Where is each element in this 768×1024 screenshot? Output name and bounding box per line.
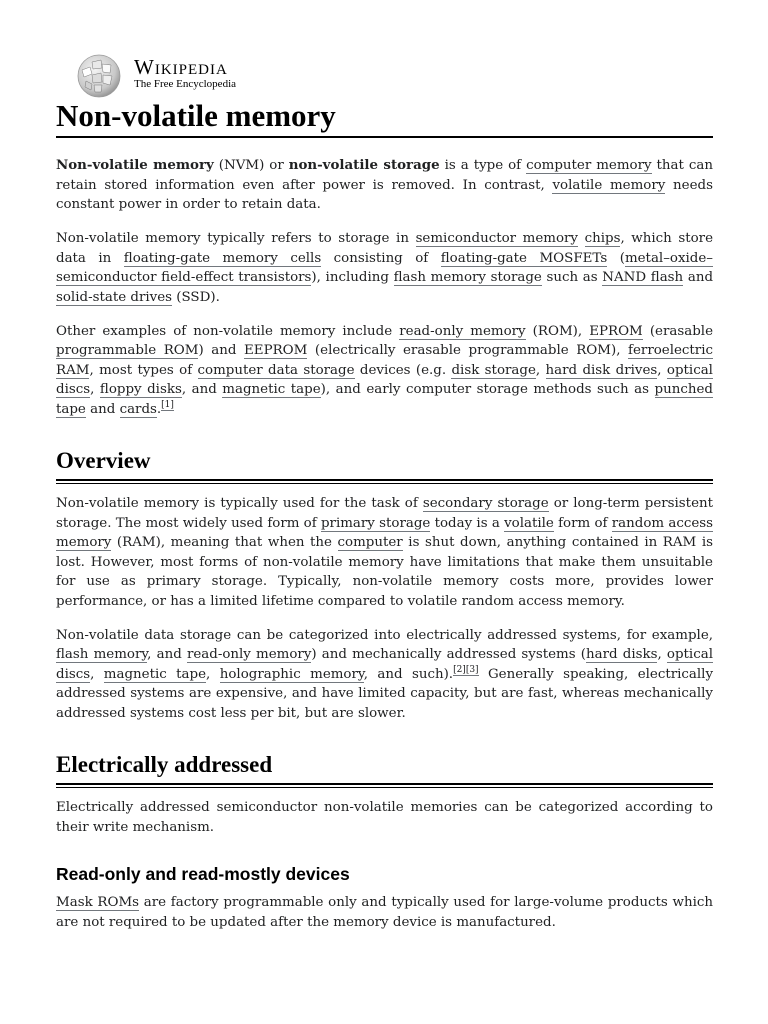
link-magnetic-tape[interactable]: magnetic tape <box>222 382 321 397</box>
link-primary-storage[interactable]: primary storage <box>320 515 431 531</box>
link-read-only-memory[interactable]: read-only memory <box>399 323 526 339</box>
text: (SSD). <box>172 289 220 305</box>
link-solid-state-drives[interactable]: solid-state drives <box>56 289 173 305</box>
text: , <box>90 382 100 397</box>
text: is shut down, anything contained in RAM is lost. However, most forms of non-volatile memory have limitations that make them unsuitable for use as primary storage. Typically, non-volatile memory costs more, provides lower performance, or has a limited lifetime compared to volatile random access memory. <box>56 535 713 609</box>
text: Electrically addressed semiconductor non-volatile memories can be categorized according to their write mechanism. <box>56 800 713 835</box>
text: , <box>657 647 667 662</box>
subsection-title-read-only: Read-only and read-mostly devices <box>56 864 350 884</box>
section-heading-overview <box>56 447 713 484</box>
link-cards[interactable]: cards <box>119 401 157 417</box>
wordmark[interactable] <box>134 55 236 91</box>
text: or long-term persistent storage. The most widely used form of <box>56 496 713 531</box>
text: are factory programmable only and typically used for large-volume products which are not required to be updated after the memory device is manufactured. <box>56 895 714 930</box>
link-flash-memory[interactable]: flash memory <box>56 647 148 662</box>
text: , <box>657 362 667 378</box>
link-floating-gate-memory-cells[interactable]: floating-gate memory cells <box>123 250 322 266</box>
link-nand-flash[interactable]: NAND flash <box>602 270 684 285</box>
link-read-only-memory[interactable]: read-only memory <box>186 647 312 662</box>
text: (RAM), meaning that when the <box>111 535 338 550</box>
text: (NVM) or <box>213 158 289 173</box>
text: Non-volatile memory typically refers to storage in <box>56 231 416 246</box>
link-holographic-memory[interactable]: holographic memory <box>219 666 364 682</box>
link-optical-discs[interactable]: optical discs <box>56 362 713 397</box>
link-magnetic-tape[interactable]: magnetic tape <box>103 666 207 682</box>
text: (ROM), <box>525 323 590 339</box>
text: Other examples of non-volatile memory include <box>56 323 400 339</box>
text: , and <box>181 382 223 397</box>
link-semiconductor-memory[interactable]: semiconductor memory <box>415 231 578 246</box>
link-volatile-memory[interactable]: volatile memory <box>552 177 666 193</box>
text: and <box>85 401 120 417</box>
text: , <box>206 666 220 682</box>
overview-paragraph-2 <box>56 626 713 724</box>
link-hard-disks[interactable]: hard disks <box>586 647 658 662</box>
link-eeprom[interactable]: EEPROM <box>244 343 308 358</box>
text: ) and mechanically addressed systems ( <box>311 647 587 662</box>
link-flash-memory-storage[interactable]: flash memory storage <box>393 270 542 285</box>
link-hard-disk-drives[interactable]: hard disk drives <box>545 362 658 378</box>
text: devices (e.g. <box>354 362 452 378</box>
link-random-access-memory[interactable]: random access memory <box>56 515 713 550</box>
section-heading-electrically-addressed <box>56 751 713 788</box>
link-mosfet[interactable]: metal–oxide–semiconductor field-effect transistors <box>56 250 713 285</box>
text: , <box>535 362 546 378</box>
link-volatile[interactable]: volatile <box>504 515 554 531</box>
text: such as <box>541 270 603 285</box>
link-punched-tape[interactable]: punched tape <box>56 382 713 417</box>
text: , which store data in <box>56 231 714 266</box>
link-computer-data-storage[interactable]: computer data storage <box>197 362 355 378</box>
text: , and <box>147 647 187 662</box>
text: , and such). <box>363 666 454 682</box>
read-only-paragraph <box>56 893 713 932</box>
citation <box>161 400 174 411</box>
text: needs constant power in order to retain data. <box>56 177 713 212</box>
text: consisting of <box>321 250 441 266</box>
term-bold: Non-volatile memory <box>56 157 214 173</box>
electrically-addressed-paragraph <box>56 798 713 837</box>
link-computer-memory[interactable]: computer memory <box>526 158 652 173</box>
lead-paragraph-3 <box>56 322 713 420</box>
text: Non-volatile data storage can be categorized into electrically addressed systems, for example, <box>56 627 713 643</box>
text: , most types of <box>89 362 198 378</box>
term-bold: non-volatile storage <box>288 157 440 173</box>
section-title: Electrically addressed <box>56 752 273 777</box>
link-floating-gate-mosfets[interactable]: floating-gate MOSFETs <box>440 250 608 266</box>
page-title: Non-volatile memory <box>56 96 713 138</box>
link-ferroelectric-ram[interactable]: ferroelectric RAM <box>56 343 713 378</box>
text: ), and early computer storage methods such as <box>320 382 655 397</box>
text <box>578 231 585 246</box>
text: , <box>90 666 104 682</box>
link-floppy-disks[interactable]: floppy disks <box>99 382 182 397</box>
citation-link-1[interactable]: [1] <box>161 400 174 411</box>
section-divider <box>56 479 713 484</box>
link-mask-roms[interactable]: Mask ROMs <box>56 895 140 910</box>
text: Non-volatile memory is typically used for the task of <box>56 496 423 511</box>
citation-link-3[interactable]: [3] <box>465 665 479 676</box>
citation <box>453 665 479 676</box>
link-secondary-storage[interactable]: secondary storage <box>422 496 549 511</box>
link-chips[interactable]: chips <box>584 231 621 246</box>
lead-paragraph-1 <box>56 156 713 215</box>
text: Generally speaking, electrically addressed systems are expensive, and have limited capacity, but are fast, whereas mechanically addressed systems cost less per bit, but are slower. <box>56 666 714 721</box>
text: and <box>683 270 714 285</box>
lead-paragraph-2 <box>56 229 713 307</box>
overview-paragraph-1 <box>56 494 713 611</box>
article-body <box>56 156 713 947</box>
text: (erasable <box>642 323 713 339</box>
text: . <box>156 401 162 417</box>
text: ( <box>607 250 625 266</box>
text: is a type of <box>439 158 527 173</box>
wordmark-tagline: The Free Encyclopedia <box>134 78 237 90</box>
text: that can retain stored information even after power is removed. In contrast, <box>56 158 713 193</box>
text: (electrically erasable programmable ROM), <box>307 343 629 358</box>
wordmark-title: Wikipedia <box>134 55 228 79</box>
link-programmable-rom[interactable]: programmable ROM <box>56 343 199 358</box>
link-optical-discs[interactable]: optical discs <box>56 647 713 682</box>
citation-link-2[interactable]: [2] <box>453 665 466 676</box>
section-title: Overview <box>56 448 151 473</box>
link-computer[interactable]: computer <box>337 535 403 550</box>
link-disk-storage[interactable]: disk storage <box>451 362 536 378</box>
text: ) and <box>198 343 245 358</box>
text: form of <box>553 515 612 531</box>
section-divider <box>56 783 713 788</box>
link-eprom[interactable]: EPROM <box>589 323 643 339</box>
text: today is a <box>430 515 505 531</box>
text: ), including <box>311 270 394 285</box>
wikipedia-globe-logo-icon[interactable] <box>74 52 124 98</box>
